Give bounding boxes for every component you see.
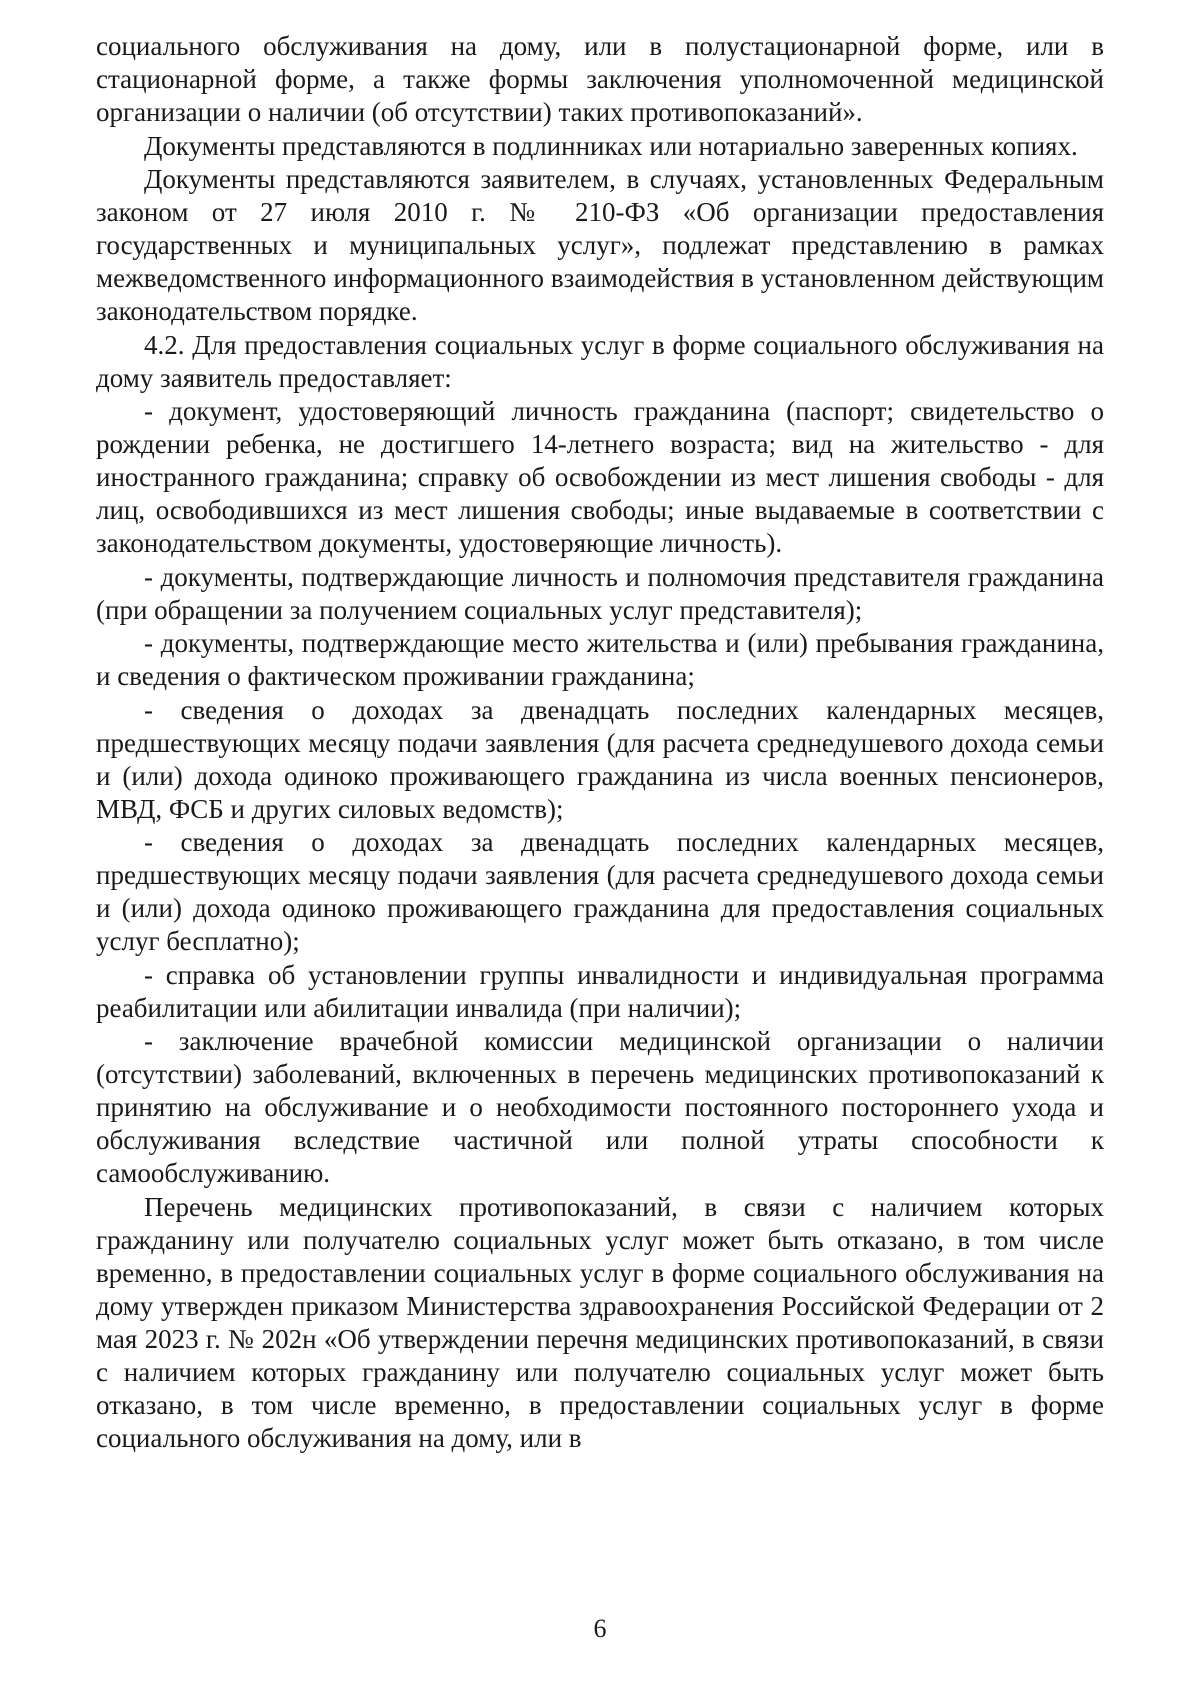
paragraph-originals-notice: Документы представляются в подлинниках или нотариально заверенных копиях. xyxy=(144,130,1078,161)
list-item-identity-document: - документ, удостоверяющий личность гражданина (паспорт; свидетельство о рождении ребенка, не достигшего 14-летнего возраста; вид на жительство - для иностранного гражданина; справку об освобождении из мест лишения свободы - для лиц, освободившихся из мест лишения свободы; иные выдаваемые в соответствии с законодательством документы, удостоверяющие личность). xyxy=(96,396,1104,558)
document-body xyxy=(96,30,1104,1455)
paragraph-continuation: социального обслуживания на дому, или в полустационарной форме, или в стационарной форме, а также формы заключения уполномоченной медицинской организации о наличии (об отсутствии) таких противопоказаний». xyxy=(96,31,1104,127)
list-item-income-military: - сведения о доходах за двенадцать последних календарных месяцев, предшествующих месяцу подачи заявления (для расчета среднедушевого дохода семьи и (или) дохода одиноко проживающего гражданина из числа военных пенсионеров, МВД, ФСБ и других силовых ведомств); xyxy=(96,694,1104,824)
list-item-residence-documents: - документы, подтверждающие место жительства и (или) пребывания гражданина, и сведения о фактическом проживании гражданина; xyxy=(96,628,1104,691)
paragraph-contraindications-list: Перечень медицинских противопоказаний, в связи с наличием которых гражданину или получателю социальных услуг может быть отказано, в том числе временно, в предоставлении социальных услуг в форме социального обслуживания на дому утвержден приказом Министерства здравоохранения Российской Федерации от 2 мая 2023 г. № 202н «Об утверждении перечня медицинских противопоказаний, в связи с наличием которых гражданину или получателю социальных услуг может быть отказано, в том числе временно, в предоставлении социальных услуг в форме социального обслуживания на дому, или в xyxy=(96,1191,1104,1453)
list-item-income-free-services: - сведения о доходах за двенадцать последних календарных месяцев, предшествующих месяцу подачи заявления (для расчета среднедушевого дохода семьи и (или) дохода одиноко проживающего гражданина для предоставления социальных услуг бесплатно); xyxy=(96,827,1104,956)
list-item-medical-commission: - заключение врачебной комиссии медицинской организации о наличии (отсутствии) заболеваний, включенных в перечень медицинских противопоказаний к принятию на обслуживание и о необходимости постоянного постороннего ухода и обслуживания вследствие частичной или полной утраты способности к самообслуживанию. xyxy=(96,1026,1104,1188)
page-number: 6 xyxy=(593,1614,607,1643)
paragraph-interagency-documents: Документы представляются заявителем, в случаях, установленных Федеральным законом от 27 июля 2010 г. № 210-ФЗ «Об организации предоставления государственных и муниципальных услуг», подлежат представлению в рамках межведомственного информационного взаимодействия в установленном действующим законодательством порядке. xyxy=(96,164,1104,326)
list-item-representative-documents: - документы, подтверждающие личность и полномочия представителя гражданина (при обращении за получением социальных услуг представителя); xyxy=(96,561,1104,625)
list-item-disability-certificate: - справка об установлении группы инвалидности и индивидуальная программа реабилитации или абилитации инвалида (при наличии); xyxy=(96,959,1104,1023)
paragraph-section-4-2: 4.2. Для предоставления социальных услуг в форме социального обслуживания на дому заявитель предоставляет: xyxy=(96,329,1104,393)
